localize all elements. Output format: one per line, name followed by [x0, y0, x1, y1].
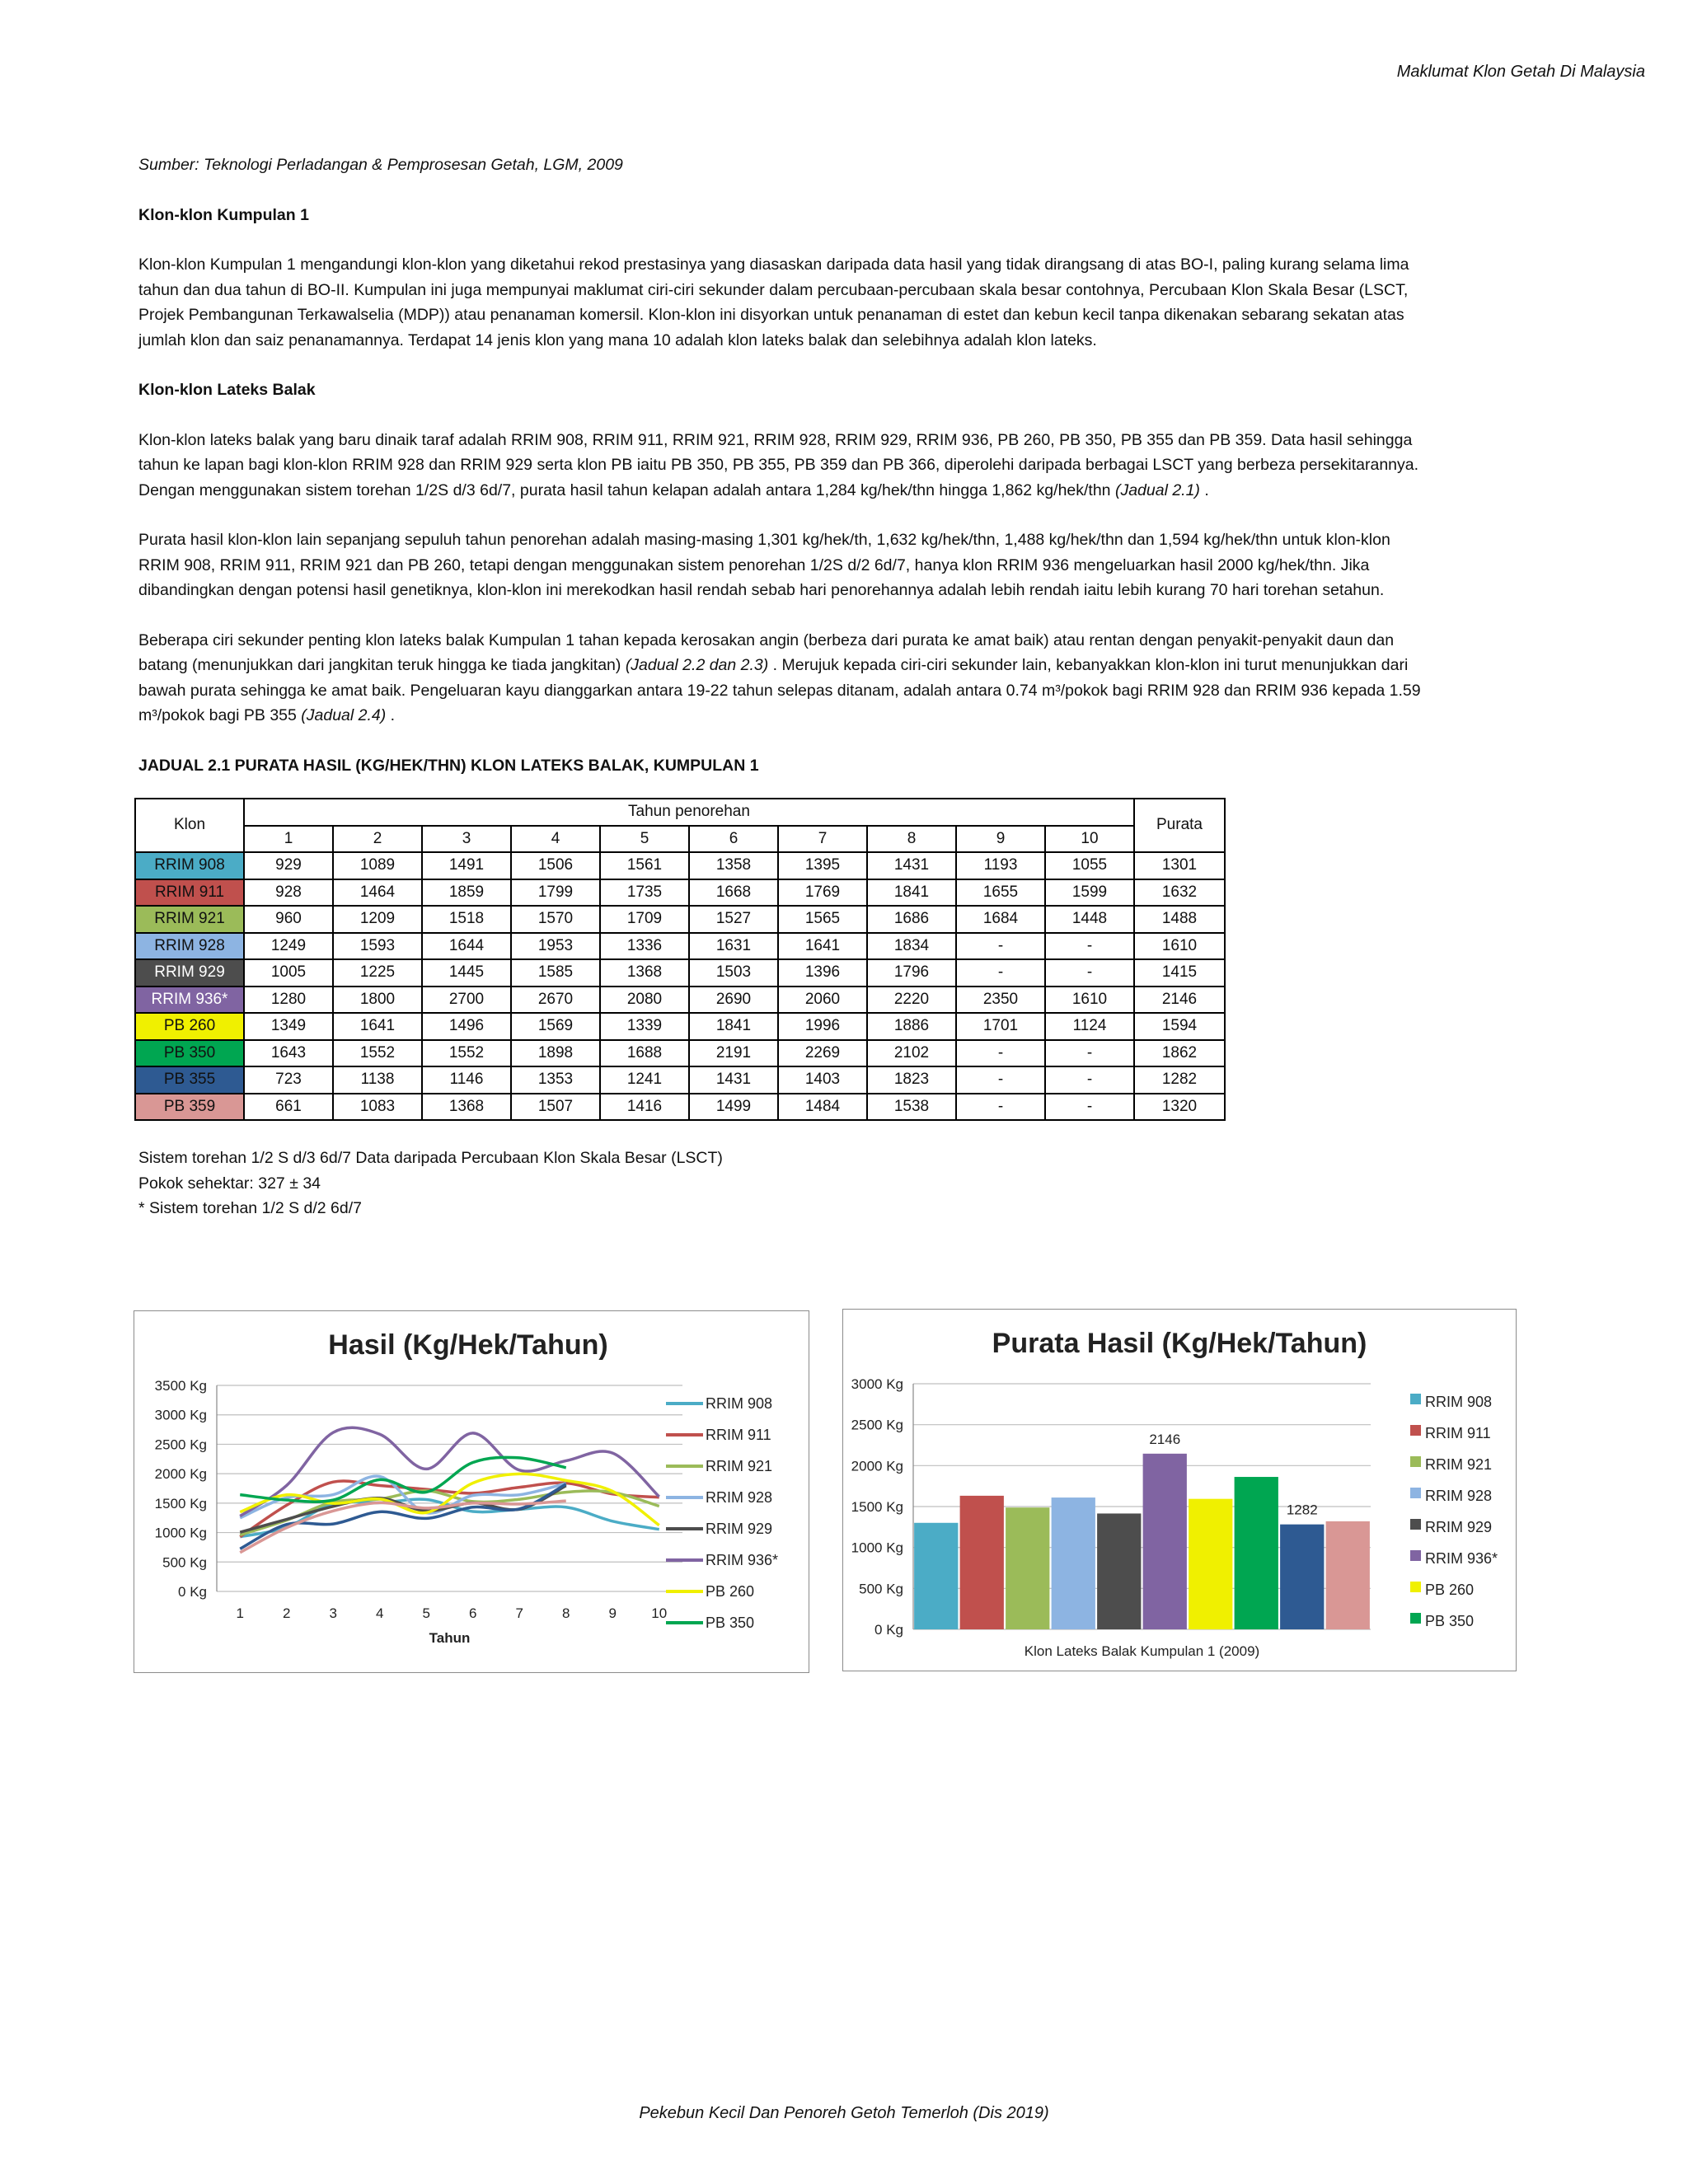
x-tick-label: 7 — [515, 1605, 523, 1621]
x-tick-label: 10 — [651, 1605, 668, 1621]
yield-table — [134, 798, 1226, 1121]
value-cell: 1565 — [778, 906, 867, 933]
value-cell: 2350 — [956, 987, 1045, 1014]
table-row — [135, 879, 1225, 907]
value-cell: 1448 — [1045, 906, 1134, 933]
legend-label: RRIM 929 — [706, 1521, 773, 1537]
y-tick-label: 2000 Kg — [851, 1458, 903, 1474]
section2-heading: Klon-klon Lateks Balak — [138, 381, 316, 399]
legend-swatch — [1410, 1613, 1421, 1624]
klon-cell: PB 260 — [135, 1013, 244, 1040]
value-cell: 1643 — [244, 1040, 333, 1067]
col-year: 6 — [689, 826, 778, 853]
x-tick-label: 5 — [422, 1605, 430, 1621]
section2-paragraph-3 — [138, 628, 1424, 729]
legend-swatch — [1410, 1582, 1421, 1592]
table-row — [135, 959, 1225, 987]
value-cell: - — [1045, 933, 1134, 960]
avg-cell: 1610 — [1134, 933, 1225, 960]
legend-label: RRIM 911 — [1425, 1425, 1491, 1441]
klon-cell: RRIM 929 — [135, 959, 244, 987]
line-chart-svg — [134, 1311, 809, 1672]
note-3: * Sistem torehan 1/2 S d/2 6d/7 — [138, 1199, 363, 1217]
section1-heading: Klon-klon Kumpulan 1 — [138, 205, 309, 224]
y-tick-label: 0 Kg — [178, 1584, 207, 1600]
document-body — [138, 152, 1424, 1221]
bar-chart-title: Purata Hasil (Kg/Hek/Tahun) — [992, 1328, 1367, 1359]
col-year: 10 — [1045, 826, 1134, 853]
value-cell: 1599 — [1045, 879, 1134, 907]
value-cell: 1249 — [244, 933, 333, 960]
value-cell: 960 — [244, 906, 333, 933]
legend-label: RRIM 911 — [706, 1427, 771, 1443]
value-cell: 1496 — [422, 1013, 511, 1040]
value-cell: 1769 — [778, 879, 867, 907]
value-cell: 1570 — [511, 906, 600, 933]
legend-label: RRIM 921 — [1425, 1456, 1493, 1473]
legend-label: RRIM 908 — [1425, 1394, 1493, 1410]
value-cell: 1686 — [867, 906, 956, 933]
para1-end: . — [1199, 480, 1209, 499]
avg-cell: 1301 — [1134, 852, 1225, 879]
legend-label: RRIM 908 — [706, 1395, 773, 1412]
y-tick-label: 1500 Kg — [154, 1495, 207, 1511]
legend-label: PB 350 — [706, 1615, 755, 1631]
value-cell: 1834 — [867, 933, 956, 960]
table-body — [135, 852, 1225, 1120]
value-cell: 1552 — [333, 1040, 422, 1067]
value-cell: 1518 — [422, 906, 511, 933]
value-cell: - — [1045, 1066, 1134, 1094]
col-purata: Purata — [1134, 799, 1225, 852]
note-2: Pokok sehektar: 327 ± 34 — [138, 1174, 321, 1193]
value-cell: 1416 — [600, 1094, 689, 1121]
value-cell: 661 — [244, 1094, 333, 1121]
value-cell: 1055 — [1045, 852, 1134, 879]
legend-label: PB 260 — [706, 1583, 755, 1600]
value-cell: 1280 — [244, 987, 333, 1014]
y-tick-label: 2000 Kg — [154, 1466, 207, 1483]
bar-chart — [842, 1309, 1517, 1671]
value-cell: 2690 — [689, 987, 778, 1014]
para3-ref-1: (Jadual 2.2 dan 2.3) — [625, 656, 769, 674]
value-cell: 2102 — [867, 1040, 956, 1067]
value-cell: 723 — [244, 1066, 333, 1094]
para3-ref-2: (Jadual 2.4) — [301, 706, 387, 724]
value-cell: 1368 — [422, 1094, 511, 1121]
line-chart — [134, 1310, 809, 1673]
klon-cell: RRIM 921 — [135, 906, 244, 933]
value-cell: 2220 — [867, 987, 956, 1014]
value-cell: 1841 — [867, 879, 956, 907]
avg-cell: 1320 — [1134, 1094, 1225, 1121]
legend-swatch — [1410, 1394, 1421, 1404]
x-tick-label: 2 — [283, 1605, 291, 1621]
bar-data-label: 1282 — [1286, 1502, 1318, 1518]
avg-cell: 1488 — [1134, 906, 1225, 933]
klon-cell: RRIM 936* — [135, 987, 244, 1014]
value-cell: 1823 — [867, 1066, 956, 1094]
value-cell: 1507 — [511, 1094, 600, 1121]
value-cell: 1641 — [778, 933, 867, 960]
value-cell: 1800 — [333, 987, 422, 1014]
note-1: Sistem torehan 1/2 S d/3 6d/7 Data daripada Percubaan Klon Skala Besar (LSCT) — [138, 1149, 723, 1167]
value-cell: 1395 — [778, 852, 867, 879]
col-year: 7 — [778, 826, 867, 853]
value-cell: - — [956, 959, 1045, 987]
col-klon: Klon — [135, 799, 244, 852]
section2-paragraph-2: Purata hasil klon-klon lain sepanjang sepuluh tahun penorehan adalah masing-masing 1,301 kg/hek/th, 1,632 kg/hek/thn, 1,488 kg/hek/thn dan 1,594 kg/hek/thn untuk klon-klon RRIM 908, RRIM 911, RRIM 921 dan PB 260, tetapi dengan menggunakan sistem penorehan 1/2S d/2 6d/7, hanya klon RRIM 936 mengeluarkan hasil 2000 kg/hek/thn. Jika dibandingkan dengan potensi hasil genetiknya, klon-klon ini merekodkan hasil rendah sebab hari penorehannya adalah lebih rendah iaitu lebih kurang 70 hari torehan setahun. — [138, 531, 1390, 599]
value-cell: - — [956, 1066, 1045, 1094]
bar — [1052, 1497, 1095, 1629]
value-cell: 1464 — [333, 879, 422, 907]
value-cell: 1083 — [333, 1094, 422, 1121]
value-cell: 2700 — [422, 987, 511, 1014]
value-cell: 1538 — [867, 1094, 956, 1121]
bar-data-label: 2146 — [1149, 1431, 1181, 1447]
legend-swatch — [1410, 1519, 1421, 1530]
value-cell: 1241 — [600, 1066, 689, 1094]
x-tick-label: 6 — [469, 1605, 477, 1621]
value-cell: 1527 — [689, 906, 778, 933]
value-cell: 1796 — [867, 959, 956, 987]
legend-label: PB 350 — [1425, 1613, 1475, 1629]
value-cell: 1641 — [333, 1013, 422, 1040]
x-tick-label: 8 — [562, 1605, 570, 1621]
y-tick-label: 1000 Kg — [851, 1540, 903, 1556]
x-tick-label: 4 — [376, 1605, 384, 1621]
y-tick-label: 3500 Kg — [154, 1378, 207, 1394]
value-cell: 1610 — [1045, 987, 1134, 1014]
value-cell: 2080 — [600, 987, 689, 1014]
bar — [1235, 1477, 1278, 1629]
y-tick-label: 1000 Kg — [154, 1525, 207, 1541]
value-cell: 1005 — [244, 959, 333, 987]
value-cell: 1358 — [689, 852, 778, 879]
col-group-years: Tahun penorehan — [244, 799, 1134, 826]
bar — [1326, 1521, 1370, 1629]
x-tick-label: 1 — [236, 1605, 244, 1621]
klon-cell: PB 359 — [135, 1094, 244, 1121]
value-cell: 1484 — [778, 1094, 867, 1121]
value-cell: 1552 — [422, 1040, 511, 1067]
value-cell: 1898 — [511, 1040, 600, 1067]
source-line: Sumber: Teknologi Perladangan & Pemprosesan Getah, LGM, 2009 — [138, 156, 623, 174]
table-row — [135, 987, 1225, 1014]
value-cell: - — [956, 1094, 1045, 1121]
legend-label: RRIM 936* — [1425, 1550, 1498, 1567]
value-cell: 1336 — [600, 933, 689, 960]
value-cell: 1709 — [600, 906, 689, 933]
value-cell: 1585 — [511, 959, 600, 987]
series-line — [240, 1481, 659, 1537]
value-cell: 1655 — [956, 879, 1045, 907]
value-cell: 1953 — [511, 933, 600, 960]
value-cell: - — [956, 933, 1045, 960]
avg-cell: 1862 — [1134, 1040, 1225, 1067]
value-cell: 1193 — [956, 852, 1045, 879]
value-cell: - — [1045, 959, 1134, 987]
bar — [914, 1523, 958, 1629]
legend-swatch — [1410, 1425, 1421, 1436]
page-footer: Pekebun Kecil Dan Penoreh Getoh Temerloh (Dis 2019) — [639, 2104, 1049, 2122]
col-year: 3 — [422, 826, 511, 853]
value-cell: 2060 — [778, 987, 867, 1014]
x-axis-title: Tahun — [429, 1630, 471, 1646]
legend-label: RRIM 936* — [706, 1552, 779, 1568]
value-cell: 1089 — [333, 852, 422, 879]
x-axis-title: Klon Lateks Balak Kumpulan 1 (2009) — [1024, 1643, 1260, 1659]
value-cell: 1431 — [867, 852, 956, 879]
value-cell: 1735 — [600, 879, 689, 907]
value-cell: 1859 — [422, 879, 511, 907]
bar — [1280, 1525, 1324, 1629]
legend-swatch — [1410, 1456, 1421, 1467]
col-year: 1 — [244, 826, 333, 853]
legend-label: RRIM 928 — [706, 1489, 773, 1506]
value-cell: 928 — [244, 879, 333, 907]
avg-cell: 1594 — [1134, 1013, 1225, 1040]
klon-cell: PB 355 — [135, 1066, 244, 1094]
y-tick-label: 500 Kg — [162, 1554, 207, 1571]
bar — [960, 1496, 1004, 1629]
value-cell: 1631 — [689, 933, 778, 960]
value-cell: 1403 — [778, 1066, 867, 1094]
value-cell: 929 — [244, 852, 333, 879]
value-cell: 1561 — [600, 852, 689, 879]
avg-cell: 2146 — [1134, 987, 1225, 1014]
y-tick-label: 2500 Kg — [154, 1436, 207, 1453]
table-year-row — [135, 826, 1225, 853]
table-row — [135, 906, 1225, 933]
y-tick-label: 500 Kg — [859, 1581, 903, 1597]
value-cell: - — [1045, 1040, 1134, 1067]
klon-cell: PB 350 — [135, 1040, 244, 1067]
value-cell: 2670 — [511, 987, 600, 1014]
y-tick-label: 2500 Kg — [851, 1417, 903, 1433]
klon-cell: RRIM 908 — [135, 852, 244, 879]
value-cell: 1146 — [422, 1066, 511, 1094]
y-tick-label: 0 Kg — [874, 1622, 903, 1638]
value-cell: 1138 — [333, 1066, 422, 1094]
value-cell: 1503 — [689, 959, 778, 987]
value-cell: 1841 — [689, 1013, 778, 1040]
table-title: JADUAL 2.1 PURATA HASIL (KG/HEK/THN) KLON LATEKS BALAK, KUMPULAN 1 — [138, 756, 759, 775]
klon-cell: RRIM 928 — [135, 933, 244, 960]
para3-text-a: Beberapa ciri sekunder penting klon lateks balak Kumpulan 1 tahan kepada kerosakan angin (berbeza dari purata ke amat baik) atau rentan dengan penyakit-penyakit daun dan batang (menunjukkan dari jangkitan teruk hingga ke tiada jangkitan) — [138, 630, 1395, 674]
value-cell: 1684 — [956, 906, 1045, 933]
col-year: 9 — [956, 826, 1045, 853]
legend-label: RRIM 928 — [1425, 1488, 1493, 1504]
avg-cell: 1282 — [1134, 1066, 1225, 1094]
col-year: 4 — [511, 826, 600, 853]
klon-cell: RRIM 911 — [135, 879, 244, 907]
value-cell: - — [1045, 1094, 1134, 1121]
bar — [1143, 1454, 1187, 1629]
value-cell: 1353 — [511, 1066, 600, 1094]
avg-cell: 1632 — [1134, 879, 1225, 907]
value-cell: 1445 — [422, 959, 511, 987]
value-cell: 1506 — [511, 852, 600, 879]
bar — [1189, 1499, 1232, 1629]
value-cell: 1431 — [689, 1066, 778, 1094]
value-cell: 1701 — [956, 1013, 1045, 1040]
value-cell: 1644 — [422, 933, 511, 960]
value-cell: 1668 — [689, 879, 778, 907]
y-tick-label: 1500 Kg — [851, 1499, 903, 1515]
table-row — [135, 933, 1225, 960]
table-row — [135, 1094, 1225, 1121]
value-cell: 1491 — [422, 852, 511, 879]
value-cell: 1799 — [511, 879, 600, 907]
y-tick-label: 3000 Kg — [851, 1376, 903, 1392]
y-tick-label: 3000 Kg — [154, 1407, 207, 1423]
table-row — [135, 1013, 1225, 1040]
value-cell: 1349 — [244, 1013, 333, 1040]
col-year: 8 — [867, 826, 956, 853]
table-row — [135, 852, 1225, 879]
page-header: Maklumat Klon Getah Di Malaysia — [1396, 63, 1645, 81]
table-header-row — [135, 799, 1225, 826]
bar — [1006, 1507, 1049, 1629]
table-row — [135, 1040, 1225, 1067]
para3-end: . — [386, 706, 396, 724]
value-cell: 1688 — [600, 1040, 689, 1067]
para1-ref: (Jadual 2.1) — [1114, 480, 1200, 499]
table-row — [135, 1066, 1225, 1094]
avg-cell: 1415 — [1134, 959, 1225, 987]
para3-text-b: . Merujuk kepada ciri-ciri sekunder lain, kebanyakkan klon-klon ini turut menunjukkan dari bawah purata sehingga ke amat baik. Pengeluaran kayu dianggarkan antara 19-22 tahun selepas ditanam, adalah antara 0.74 m³/pokok bagi RRIM 928 dan RRIM 936 kepada 1.59 m³/pokok bagi PB 355 — [138, 656, 1421, 724]
col-year: 2 — [333, 826, 422, 853]
value-cell: 1569 — [511, 1013, 600, 1040]
bar-chart-svg — [843, 1310, 1516, 1671]
value-cell: 1368 — [600, 959, 689, 987]
section1-paragraph: Klon-klon Kumpulan 1 mengandungi klon-klon yang diketahui rekod prestasinya yang diasaskan daripada data hasil yang tidak dirangsang di atas BO-I, paling kurang selama lima tahun dan dua tahun di BO-II. Kumpulan ini juga mempunyai maklumat ciri-ciri sekunder dalam percubaan-percubaan skala besar contohnya, Percubaan Klon Skala Besar (LSCT, Projek Pembangunan Terkawalselia (MDP)) atau penanaman komersil. Klon-klon ini disyorkan untuk penanaman di estet dan kebun kecil tanpa dikenakan sebarang sekatan atas jumlah klon dan saiz penanamannya. Terdapat 14 jenis klon yang mana 10 adalah klon lateks balak dan selebihnya adalah klon lateks. — [138, 255, 1409, 349]
value-cell: 1225 — [333, 959, 422, 987]
line-chart-title: Hasil (Kg/Hek/Tahun) — [328, 1329, 608, 1361]
value-cell: 1209 — [333, 906, 422, 933]
value-cell: 2269 — [778, 1040, 867, 1067]
value-cell: 1124 — [1045, 1013, 1134, 1040]
value-cell: 2191 — [689, 1040, 778, 1067]
value-cell: 1996 — [778, 1013, 867, 1040]
value-cell: 1339 — [600, 1013, 689, 1040]
value-cell: - — [956, 1040, 1045, 1067]
value-cell: 1593 — [333, 933, 422, 960]
value-cell: 1886 — [867, 1013, 956, 1040]
section2-paragraph-1 — [138, 428, 1424, 504]
value-cell: 1499 — [689, 1094, 778, 1121]
value-cell: 1396 — [778, 959, 867, 987]
legend-label: PB 260 — [1425, 1582, 1475, 1598]
legend-label: RRIM 921 — [706, 1458, 773, 1474]
legend-swatch — [1410, 1550, 1421, 1561]
table-notes — [138, 1146, 1424, 1221]
legend-swatch — [1410, 1488, 1421, 1498]
legend-label: RRIM 929 — [1425, 1519, 1493, 1535]
col-year: 5 — [600, 826, 689, 853]
x-tick-label: 9 — [608, 1605, 617, 1621]
bar — [1097, 1513, 1141, 1629]
para1-text: Klon-klon lateks balak yang baru dinaik taraf adalah RRIM 908, RRIM 911, RRIM 921, RRIM 928, RRIM 929, RRIM 936, PB 260, PB 350, PB 355 dan PB 359. Data hasil sehingga tahun ke lapan bagi klon-klon RRIM 928 dan RRIM 929 serta klon PB iaitu PB 350, PB 355, PB 359 dan PB 366, diperolehi daripada berbagai LSCT yang berbeza persekitarannya. Dengan menggunakan sistem torehan 1/2S d/3 6d/7, purata hasil tahun kelapan adalah antara 1,284 kg/hek/thn hingga 1,862 kg/hek/thn — [138, 430, 1419, 499]
x-tick-label: 3 — [329, 1605, 337, 1621]
